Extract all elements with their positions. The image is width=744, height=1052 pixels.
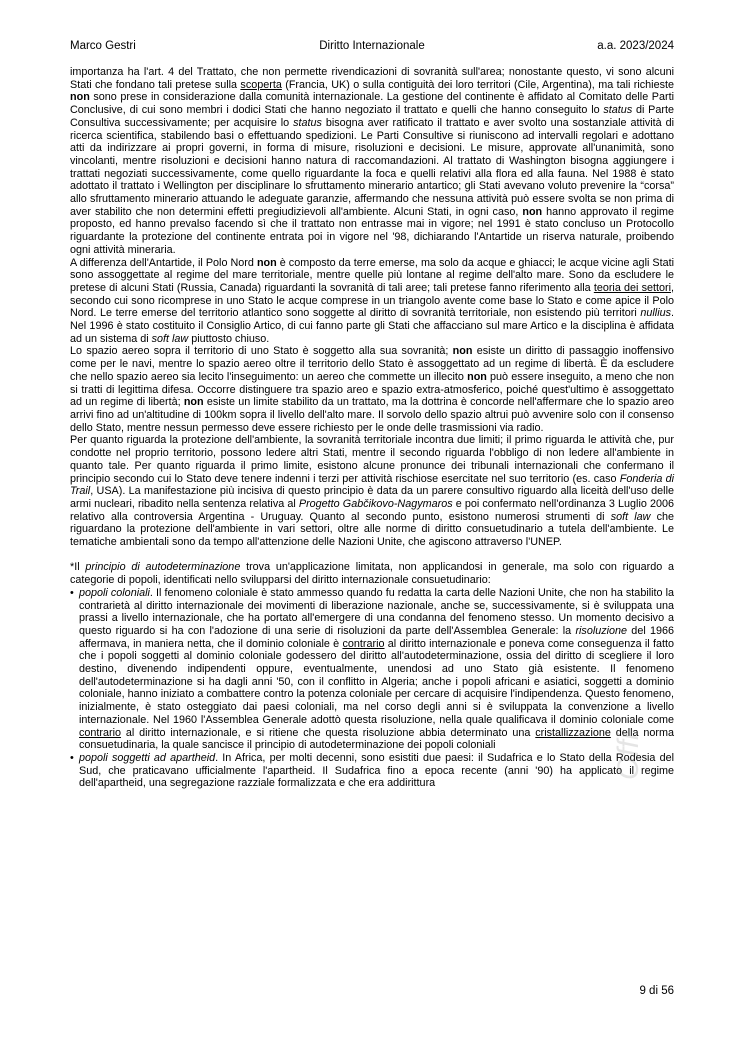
bullet-list <box>70 587 674 790</box>
header-course: Diritto Internazionale <box>319 40 425 52</box>
paragraph-environment: Per quanto riguarda la protezione dell'ambiente, la sovranità territoriale incontra due limiti; il primo riguarda le attività che, pur condotte nel proprio territorio, possono ledere altri Stati, mentre il secondo riguarda l'obbligo di non ledere all'ambiente in quanto tale. Per quanto riguarda il primo limite, esistono alcune pronunce dei tribunali internazionali che confermano il principio secondo cui lo Stato deve tenere indenni i terzi per attività rischiose esercitate nel suo territorio (es. caso Fonderia di Trail, USA). La manifestazione più incisiva di questo principio è data da un parere consultivo riguardo alla liceità dell'uso delle armi nucleari, ribadito nella sentenza relativa al Progetto Gabčikovo-Nagymaros e poi confermato nell'ordinanza 3 Luglio 2006 relativo alla controversia Argentina - Uruguay. Quanto al secondo punto, esistono numerosi strumenti di soft law che riguardano la protezione dell'ambiente in vari settori, oltre alle norme di diritto consuetudinario a tutela dell'ambiente. Le tematiche ambientali sono da tempo all'attenzione delle Nazioni Unite, che agiscono attraverso l'UNEP. <box>70 434 674 549</box>
page-number: 9 di 56 <box>639 985 674 997</box>
page-header <box>70 40 674 60</box>
list-item: • popoli coloniali. Il fenomeno coloniale è stato ammesso quando fu redatta la carta delle Nazioni Unite, che non ha stabilito la contrarietà al diritto internazionale dei movimenti di liberazione nazionale, anche se, successivamente, si è sviluppata una prassi a livello internazionale, che ha portato all'emergere di una condanna del fenomeno stesso. Un momento decisivo a questo riguardo si ha con l'adozione di una serie di risoluzioni da parte dell'Assemblea Generale: la risoluzione del 1966 affermava, in maniera netta, che il dominio coloniale è contrario al diritto internazionale e poneva come conseguenza il fatto che i popoli soggetti al dominio coloniale godessero del diritto all'autodeterminazione, ossia del diritto di scegliere il loro destino, divenendo indipendenti oppure, eventualmente, unendosi ad uno Stato già esistente. Il fenomeno dell'autodeterminazione si ha dagli anni '50, con il conflitto in Algeria; anche i popoli africani e asiatici, soggetti a dominio coloniale, hanno iniziato a combattere contro la potenza coloniale per cercare di acquisire l'indipendenza. Questo fenomeno, inizialmente, è stato osteggiato dai paesi coloniali, ma nel corso degli anni si è sviluppata la convenzione a livello internazionale. Nel 1960 l'Assemblea Generale adottò questa risoluzione, nella quale qualificava il dominio coloniale come contrario al diritto internazionale, e si ritiene che questa risoluzione abbia determinato una cristallizzazione della norma consuetudinaria, la quale sancisce il principio di autodeterminazione dei popoli coloniali <box>79 587 674 752</box>
paragraph-self-determination: *Il principio di autodeterminazione trova un'applicazione limitata, non applicandosi in generale, ma solo con riguardo a categorie di popoli, identificati nello svilupparsi del diritto internazionale consuetudinario: <box>70 561 674 587</box>
paragraph-airspace: Lo spazio aereo sopra il territorio di uno Stato è soggetto alla sua sovranità; non esiste un diritto di passaggio inoffensivo come per le navi, mentre lo spazio aereo oltre il territorio dello Stato è assoggettato ad un regime di libertà. È da escludere che nello spazio aereo sia lecito l'inseguimento: un aereo che commette un illecito non può essere inseguito, a meno che non si tratti di legittima difesa. Occorre distinguere tra spazio areo e spazio extra-atmosferico, poiché quest'ultimo è assoggettato ad un regime di libertà; non esiste un limite stabilito da un trattato, ma la dottrina è concorde nell'affermare che lo spazio areo arrivi fino ad un'altitudine di 100km sopra il livello dell'alto mare. Il sorvolo dello spazio altrui può avvenire solo con il consenso dello Stato, mentre nessun permesso deve essere richiesto per le onde delle trasmissioni via radio. <box>70 345 674 434</box>
watermark: Offi <box>612 733 645 780</box>
header-author: Marco Gestri <box>70 40 136 52</box>
paragraph-north-pole: A differenza dell'Antartide, il Polo Nord non è composto da terre emerse, ma solo da acque e ghiacci; le acque vicine agli Stati sono assoggettate al regime del mare territoriale, mentre quelle più lontane al regime dell'alto mare. Sono da escludere le pretese di alcuni Stati (Russia, Canada) riguardanti la sovranità di tali aree; tali pretese fanno riferimento alla teoria dei settori, secondo cui sono ricomprese in uno Stato le acque comprese in un triangolo avente come base lo Stato e come apice il Polo Nord. Le terre emerse del territorio atlantico sono soggette al diritto di sovranità territoriale, non esistendo più territori nullius. Nel 1996 è stato costituito il Consiglio Artico, di cui fanno parte gli Stati che affacciano sul mare Artico e la disciplina è affidata ad un sistema di soft law piuttosto chiuso. <box>70 256 675 345</box>
header-year: a.a. 2023/2024 <box>597 40 674 52</box>
list-item: • popoli soggetti ad apartheid. In Africa, per molti decenni, sono esistiti due paesi: il Sudafrica e lo Stato della Rodesia del Sud, che praticavano ufficialmente l'apartheid. Il Sudafrica fino a epoca recente (anni '90) ha applicato il regime dell'apartheid, una segregazione razziale formalizzata e che era addirittura <box>79 752 674 790</box>
paragraph-antarctica: importanza ha l'art. 4 del Trattato, che non permette rivendicazioni di sovranità sull'area; nonostante questo, vi sono alcuni Stati che fondano tali pretese sulla scoperta (Francia, UK) o sulla contiguità dei loro territori (Cile, Argentina), ma tali richieste non sono prese in considerazione dalla comunità internazionale. La gestione del continente è affidato al Comitato delle Parti Conclusive, di cui sono membri i dodici Stati che hanno negoziato il trattato e quelli che hanno conseguito lo status di Parte Consultiva successivamente; per acquisire lo status bisogna aver ratificato il trattato e aver svolto una sostanziale attività di ricerca scientifica, stabilendo basi o effettuando spedizioni. Le Parti Consultive si riuniscono ad intervalli regolari e adottano atti da indirizzare ai propri governi, in forma di misure, risoluzioni e decisioni. Le misure, approvate all'unanimità, sono vincolanti, mentre risoluzioni e decisioni hanno natura di raccomandazioni. Al trattato di Washington bisogna aggiungere i trattati negoziati successivamente, come quello riguardante la foca e quelli relativi alla flora ed alla fauna. Nel 1988 è stato adottato il trattato i Wellington per disciplinare lo sfruttamento minerario antartico; gli Stati avevano voluto prevenire la “corsa” allo sfruttamento minerario attuando le adeguate garanzie, affermando che nessuna attività può essere svolta se non prima di aver stabilito che non determini effetti pregiudizievoli all'ambiente. Alcuni Stati, in ogni caso, non hanno approvato il regime proposto, ed hanno prevalso facendo sì che il trattato non entrasse mai in vigore; nel 1991 è stato concluso un Protocollo riguardante la protezione del continente entrata poi in vigore nel '98, dichiarando l'Antartide un riserva naturale, proibendo ogni attività mineraria. <box>70 66 674 256</box>
document-body <box>70 66 674 790</box>
